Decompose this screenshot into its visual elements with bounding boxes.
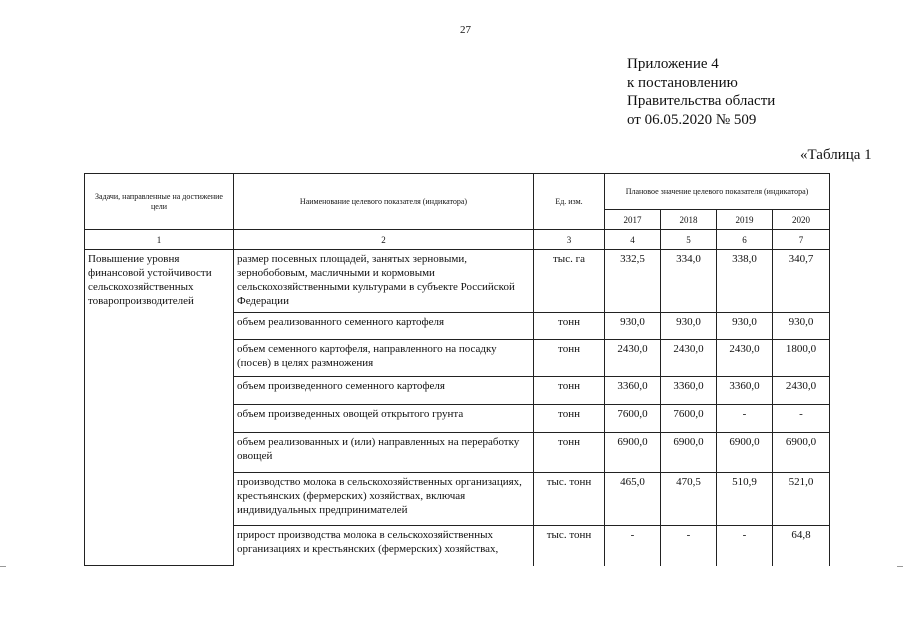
column-number: 1	[85, 230, 234, 250]
indicator-cell: объем реализованного семенного картофеля	[234, 312, 534, 339]
appendix-line-3: Правительства области	[627, 93, 776, 109]
task-cell: Повышение уровня финансовой устойчивости сельскохозяйственных товаропроизводителей	[85, 250, 234, 566]
year-cell: 2017	[605, 210, 661, 230]
header-plan: Плановое значение целевого показателя (индикатора)	[605, 174, 830, 210]
header-unit: Ед. изм.	[534, 174, 605, 230]
header-tasks: Задачи, направленные на достижение цели	[85, 174, 234, 230]
value-cell: 7600,0	[661, 405, 717, 433]
value-cell: 338,0	[717, 250, 773, 312]
value-cell: 6900,0	[717, 433, 773, 473]
value-cell: 332,5	[605, 250, 661, 312]
value-cell: 930,0	[661, 312, 717, 339]
unit-cell: тыс. тонн	[534, 473, 605, 525]
table-row	[85, 250, 830, 312]
value-cell: 930,0	[773, 312, 830, 339]
value-cell: 6900,0	[773, 433, 830, 473]
indicator-cell: объем произведенных овощей открытого грунта	[234, 405, 534, 433]
column-number: 4	[605, 230, 661, 250]
indicator-cell: объем произведенного семенного картофеля	[234, 376, 534, 404]
indicator-table	[84, 173, 830, 566]
scan-mark	[0, 566, 6, 567]
value-cell: 334,0	[661, 250, 717, 312]
value-cell: 6900,0	[605, 433, 661, 473]
appendix-line-2: к постановлению	[627, 74, 738, 91]
year-cell: 2020	[773, 210, 830, 230]
header-row	[85, 174, 830, 210]
value-cell: -	[661, 525, 717, 565]
value-cell: 930,0	[605, 312, 661, 339]
unit-cell: тонн	[534, 339, 605, 376]
value-cell: 510,9	[717, 473, 773, 525]
column-number: 6	[717, 230, 773, 250]
unit-cell: тонн	[534, 405, 605, 433]
value-cell: 2430,0	[717, 339, 773, 376]
appendix-line-4: от 06.05.2020 № 509	[627, 111, 757, 128]
indicator-cell: объем семенного картофеля, направленного на посадку (посев) в целях размножения	[234, 339, 534, 376]
value-cell: 1800,0	[773, 339, 830, 376]
unit-cell: тонн	[534, 433, 605, 473]
value-cell: -	[605, 525, 661, 565]
value-cell: 7600,0	[605, 405, 661, 433]
indicator-cell: объем реализованных и (или) направленных на переработку овощей	[234, 433, 534, 473]
value-cell: -	[773, 405, 830, 433]
value-cell: 2430,0	[605, 339, 661, 376]
value-cell: 465,0	[605, 473, 661, 525]
value-cell: 3360,0	[605, 376, 661, 404]
value-cell: 2430,0	[661, 339, 717, 376]
indicator-cell: размер посевных площадей, занятых зерновыми, зернобобовым, масличными и кормовыми сельскохозяйственными культурами в субъекте Российской Федерации	[234, 250, 534, 312]
year-cell: 2019	[717, 210, 773, 230]
year-cell: 2018	[661, 210, 717, 230]
value-cell: 6900,0	[661, 433, 717, 473]
page-number: 27	[460, 24, 471, 36]
value-cell: 3360,0	[717, 376, 773, 404]
value-cell: 340,7	[773, 250, 830, 312]
value-cell: 470,5	[661, 473, 717, 525]
column-number: 2	[234, 230, 534, 250]
unit-cell: тыс. га	[534, 250, 605, 312]
column-number: 7	[773, 230, 830, 250]
value-cell: 2430,0	[773, 376, 830, 404]
indicator-cell: прирост производства молока в сельскохозяйственных организациях и крестьянских (фермерских) хозяйствах,	[234, 525, 534, 565]
column-number: 5	[661, 230, 717, 250]
value-cell: 3360,0	[661, 376, 717, 404]
unit-cell: тыс. тонн	[534, 525, 605, 565]
appendix-header	[627, 55, 775, 129]
column-number-row	[85, 230, 830, 250]
scan-mark	[897, 566, 903, 567]
value-cell: -	[717, 405, 773, 433]
appendix-line-1: Приложение 4	[627, 56, 719, 72]
value-cell: 521,0	[773, 473, 830, 525]
value-cell: -	[717, 525, 773, 565]
value-cell: 930,0	[717, 312, 773, 339]
header-indicator: Наименование целевого показателя (индикатора)	[234, 174, 534, 230]
unit-cell: тонн	[534, 312, 605, 339]
unit-cell: тонн	[534, 376, 605, 404]
indicator-cell: производство молока в сельскохозяйственных организациях, крестьянских (фермерских) хозяйствах, включая индивидуальных предпринимателей	[234, 473, 534, 525]
table-caption: «Таблица 1	[800, 147, 872, 163]
value-cell: 64,8	[773, 525, 830, 565]
column-number: 3	[534, 230, 605, 250]
